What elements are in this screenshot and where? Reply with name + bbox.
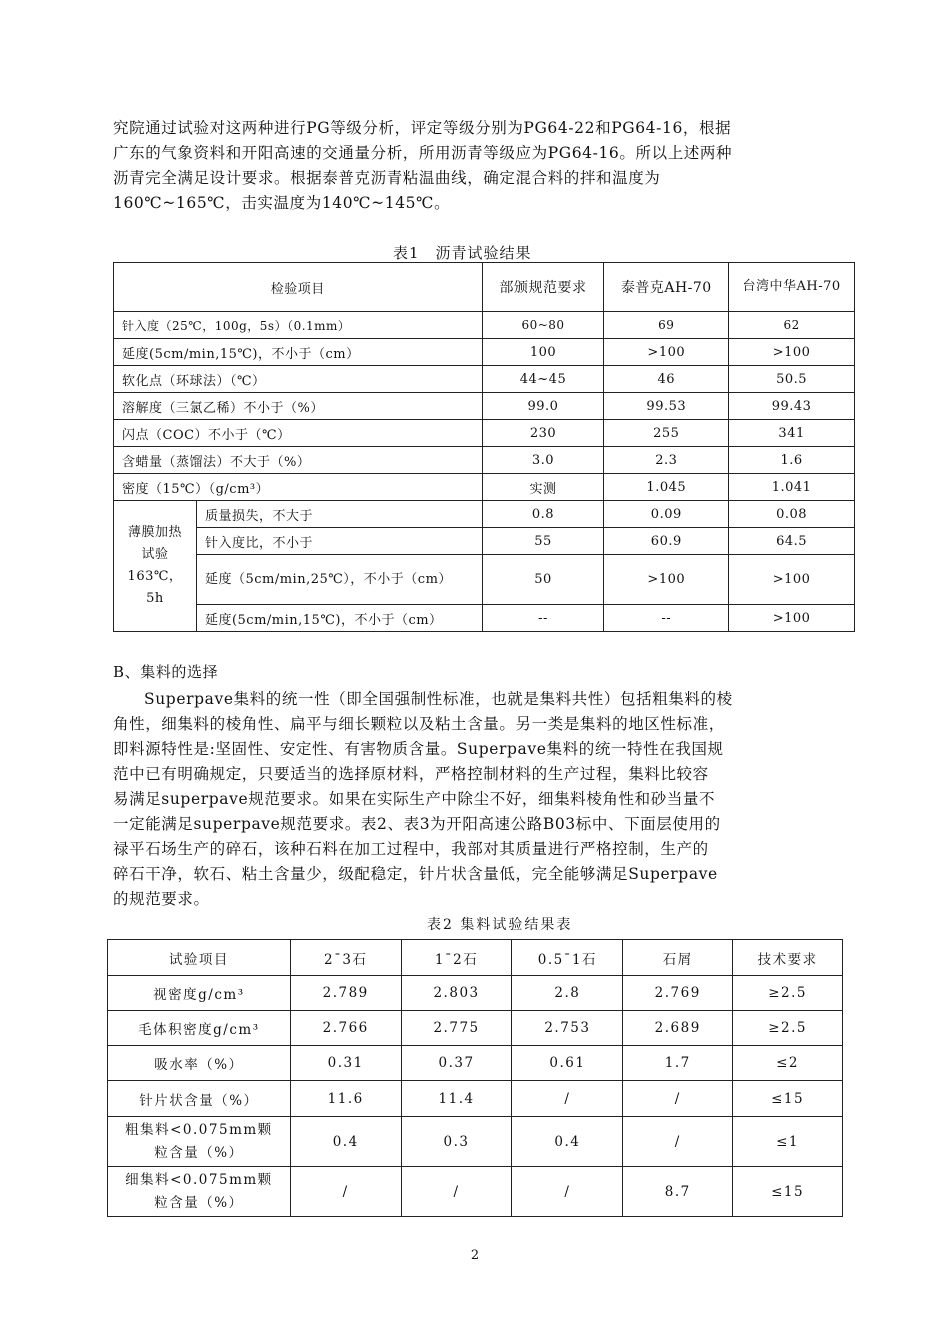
cell-item: 含蜡量（蒸馏法）不大于（%） [114,447,483,474]
table-row [108,1117,843,1167]
cell: / [623,1081,733,1117]
intro-line: 广东的气象资料和开阳高速的交通量分析，所用沥青等级应为PG64-16。所以上述两种 [113,144,733,162]
cell-item: 延度(5cm/min,15℃)，不小于（cm） [114,339,483,366]
section-b-paragraph [113,687,841,912]
section-b-line: 禄平石场生产的碎石，该种石料在加工过程中，我部对其质量进行严格控制，生产的 [113,840,709,858]
table1-header: 部颁规范要求 [482,263,604,312]
cell: 44~45 [482,366,604,393]
cell: 1.6 [729,447,855,474]
cell-item: 密度（15℃）（g/cm³） [114,474,483,501]
table2-header: 2ˉ3石 [290,940,401,976]
cell: 2.803 [401,976,512,1011]
cell: 1.045 [604,474,729,501]
table1-header-row [114,263,855,312]
cell: 100 [482,339,604,366]
cell: 0.08 [729,501,855,528]
cell-item: 粗集料<0.075mm颗粒含量（%） [108,1117,291,1167]
cell-item: 质量损失，不大于 [196,501,482,528]
section-b-line: Superpave集料的统一性（即全国强制性标准，也就是集料共性）包括粗集料的棱 [144,690,733,708]
cell: 2.789 [290,976,401,1011]
cell: 1.7 [623,1046,733,1081]
table-row [114,393,855,420]
table1-header: 台湾中华AH-70 [729,263,855,312]
table2-caption: 表2 集料试验结果表 [427,917,573,933]
cell: / [401,1167,512,1217]
cell: 99.53 [604,393,729,420]
table2-header: 1ˉ2石 [401,940,512,976]
cell: / [290,1167,401,1217]
table-row [108,976,843,1011]
cell: / [623,1117,733,1167]
table-row [114,420,855,447]
table2-header: 石屑 [623,940,733,976]
table-row [114,605,855,632]
intro-line: 沥青完全满足设计要求。根据泰普克沥青粘温曲线，确定混合料的拌和温度为 [113,169,661,187]
cell: 0.4 [512,1117,623,1167]
cell: 55 [482,528,604,555]
cell-item: 针入度比，不小于 [196,528,482,555]
cell: 2.8 [512,976,623,1011]
cell: >100 [604,555,729,605]
cell: 60~80 [482,312,604,339]
cell: 0.8 [482,501,604,528]
table-row [114,312,855,339]
cell-item: 针入度（25℃，100g，5s）（0.1mm） [114,312,483,339]
cell: 64.5 [729,528,855,555]
cell: 3.0 [482,447,604,474]
cell: / [512,1081,623,1117]
section-b-heading: B、集料的选择 [113,663,219,681]
cell-item: 毛体积密度g/cm³ [108,1011,291,1046]
section-b-line: 的规范要求。 [113,890,210,908]
table-row [114,555,855,605]
table1 [113,262,855,632]
table-row [114,447,855,474]
cell: 60.9 [604,528,729,555]
cell: >100 [729,339,855,366]
table-row [108,1167,843,1217]
cell: ≤1 [733,1117,843,1167]
cell: 50 [482,555,604,605]
table2-header: 技术要求 [733,940,843,976]
cell: 2.3 [604,447,729,474]
table2 [107,939,843,1217]
cell: 62 [729,312,855,339]
intro-line: 160℃~165℃，击实温度为140℃~145℃。 [113,194,451,212]
section-b-line: 角性，细集料的棱角性、扁平与细长颗粒以及粘土含量。另一类是集料的地区性标准， [113,715,725,733]
cell: ≤2 [733,1046,843,1081]
cell: 0.3 [401,1117,512,1167]
cell: ≤15 [733,1167,843,1217]
cell: -- [604,605,729,632]
table-row [108,1046,843,1081]
cell: 2.766 [290,1011,401,1046]
cell: 0.4 [290,1117,401,1167]
cell-item: 溶解度（三氯乙稀）不小于（%） [114,393,483,420]
cell: 0.09 [604,501,729,528]
cell-item: 视密度g/cm³ [108,976,291,1011]
cell: 99.43 [729,393,855,420]
section-b-line: 碎石干净，软石、粘土含量少，级配稳定，针片状含量低，完全能够满足Superpave [113,865,718,883]
table2-header: 试验项目 [108,940,291,976]
cell: 2.689 [623,1011,733,1046]
table-row [114,366,855,393]
section-b-line: 范中已有明确规定，只要适当的选择原材料，严格控制材料的生产过程，集料比较容 [113,765,709,783]
cell: 255 [604,420,729,447]
cell: 0.61 [512,1046,623,1081]
cell-item: 延度（5cm/min,25℃），不小于（cm） [196,555,482,605]
cell: 230 [482,420,604,447]
cell: ≥2.5 [733,1011,843,1046]
cell-item: 闪点（COC）不小于（℃） [114,420,483,447]
table2-header: 0.5ˉ1石 [512,940,623,976]
cell-item: 细集料<0.075mm颗粒含量（%） [108,1167,291,1217]
cell: 2.753 [512,1011,623,1046]
section-b-line: 即料源特性是:坚固性、安定性、有害物质含量。Superpave集料的统一特性在我国规 [113,740,724,758]
cell: / [512,1167,623,1217]
section-b-line: 易满足superpave规范要求。如果在实际生产中除尘不好，细集料棱角性和砂当量不 [113,790,716,808]
cell: >100 [729,555,855,605]
cell: 实测 [482,474,604,501]
intro-paragraph [113,116,841,216]
table-row [114,501,855,528]
cell: 2.769 [623,976,733,1011]
cell: 50.5 [729,366,855,393]
cell: ≥2.5 [733,976,843,1011]
table-row [114,474,855,501]
page-number: 2 [470,1248,480,1263]
table-row [114,528,855,555]
cell: 0.37 [401,1046,512,1081]
cell: 8.7 [623,1167,733,1217]
table-row [114,339,855,366]
cell: 2.775 [401,1011,512,1046]
table2-header-row [108,940,843,976]
cell: >100 [604,339,729,366]
section-b-line: 一定能满足superpave规范要求。表2、表3为开阳高速公路B03标中、下面层使用的 [113,815,721,833]
cell-item: 软化点（环球法）（℃） [114,366,483,393]
cell: ≤15 [733,1081,843,1117]
cell: 69 [604,312,729,339]
cell-item: 吸水率（%） [108,1046,291,1081]
cell: >100 [729,605,855,632]
table-row [108,1081,843,1117]
cell: 46 [604,366,729,393]
cell: 1.041 [729,474,855,501]
intro-line: 究院通过试验对这两种进行PG等级分析，评定等级分别为PG64-22和PG64-16，根据 [113,119,732,137]
group-label: 薄膜加热试验163℃，5h [114,501,197,632]
table1-header: 泰普克AH-70 [604,263,729,312]
cell-item: 延度(5cm/min,15℃)，不小于（cm） [196,605,482,632]
cell: 99.0 [482,393,604,420]
cell: 341 [729,420,855,447]
cell: 11.4 [401,1081,512,1117]
cell: 0.31 [290,1046,401,1081]
table1-caption: 表1 沥青试验结果 [393,244,532,262]
cell: -- [482,605,604,632]
cell: 11.6 [290,1081,401,1117]
cell-item: 针片状含量（%） [108,1081,291,1117]
table-row [108,1011,843,1046]
table1-header: 检验项目 [114,263,483,312]
